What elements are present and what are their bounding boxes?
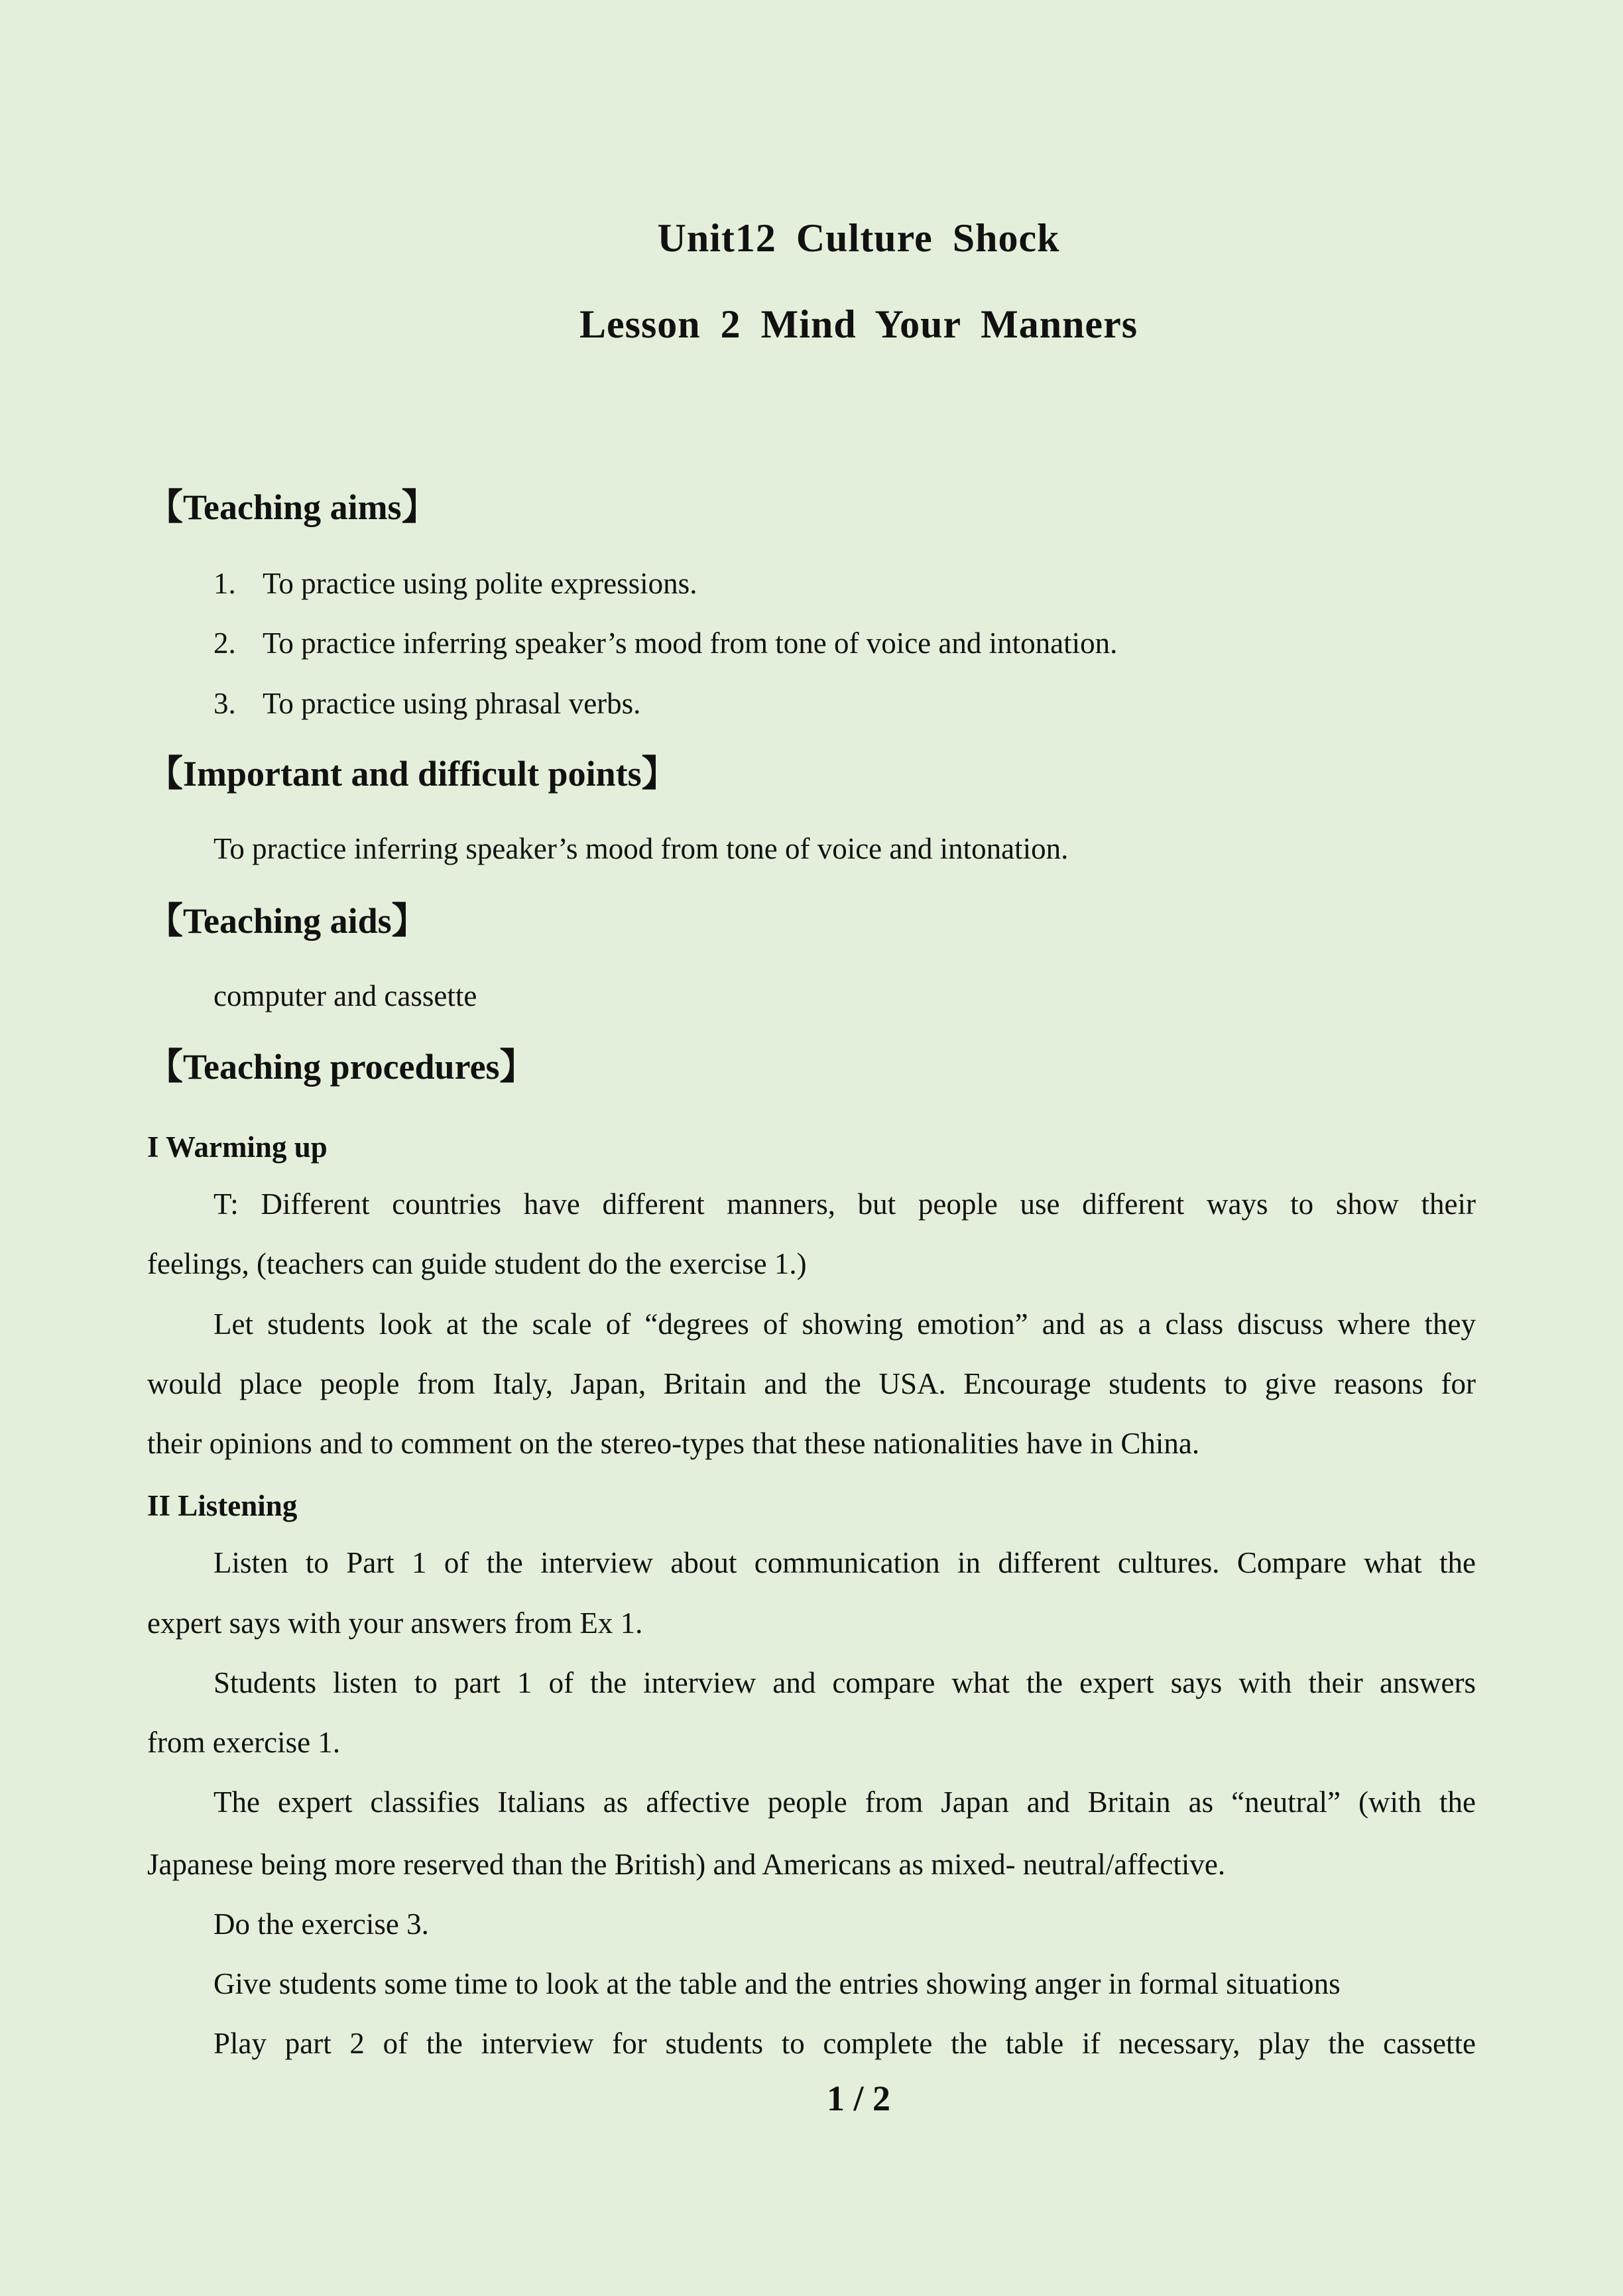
paragraph-line: Play part 2 of the interview for students to complete the table if necessary, play the cassette: [213, 2027, 1476, 2060]
paragraph-line: Do the exercise 3.: [213, 1907, 429, 1941]
paragraph-line: Let students look at the scale of “degrees of showing emotion” and as a class discuss where they: [213, 1307, 1476, 1341]
warming-up-title: I Warming up: [147, 1130, 328, 1164]
paragraph-line: their opinions and to comment on the stereo-types that these nationalities have in China.: [147, 1427, 1200, 1460]
listening-title: II Listening: [147, 1489, 298, 1522]
paragraph-line: would place people from Italy, Japan, Britain and the USA. Encourage students to give reasons for: [147, 1367, 1476, 1400]
aim-item-2: [213, 626, 1117, 660]
paragraph-line: Listen to Part 1 of the interview about communication in different cultures. Compare what the: [213, 1546, 1476, 1579]
teaching-aims-heading: 【Teaching aims】: [147, 487, 438, 527]
page-number: 1 / 2: [826, 2079, 890, 2118]
paragraph-line: Give students some time to look at the table and the entries showing anger in formal situations: [213, 1967, 1341, 2000]
aim-item-1: [213, 566, 697, 601]
lesson-title: Lesson 2 Mind Your Manners: [579, 302, 1138, 346]
unit-title: Unit12 Culture Shock: [657, 216, 1060, 260]
aim-number: 3.: [213, 687, 236, 720]
aim-text: To practice inferring speaker’s mood from tone of voice and intonation.: [263, 627, 1118, 660]
paragraph-line: Japanese being more reserved than the British) and Americans as mixed- neutral/affective.: [147, 1848, 1226, 1881]
paragraph-line: expert says with your answers from Ex 1.: [147, 1606, 643, 1640]
aim-number: 2.: [213, 627, 236, 660]
paragraph-line: T: Different countries have different manners, but people use different ways to show their: [213, 1187, 1476, 1221]
aim-item-3: [213, 686, 640, 721]
paragraph-line: Students listen to part 1 of the interview and compare what the expert says with their answers: [213, 1666, 1476, 1699]
important-points-heading: 【Important and difficult points】: [147, 754, 678, 794]
teaching-procedures-heading: 【Teaching procedures】: [147, 1047, 536, 1087]
teaching-aids-heading: 【Teaching aids】: [147, 901, 428, 941]
paragraph-line: from exercise 1.: [147, 1726, 341, 1759]
teaching-aids-text: computer and cassette: [213, 979, 477, 1012]
paragraph-line: feelings, (teachers can guide student do the exercise 1.): [147, 1247, 807, 1280]
aim-text: To practice using polite expressions.: [263, 567, 697, 600]
aim-text: To practice using phrasal verbs.: [263, 687, 641, 720]
important-points-text: To practice inferring speaker’s mood from tone of voice and intonation.: [213, 832, 1069, 865]
aim-number: 1.: [213, 567, 236, 600]
paragraph-line: The expert classifies Italians as affective people from Japan and Britain as “neutral” (with the: [213, 1785, 1476, 1819]
